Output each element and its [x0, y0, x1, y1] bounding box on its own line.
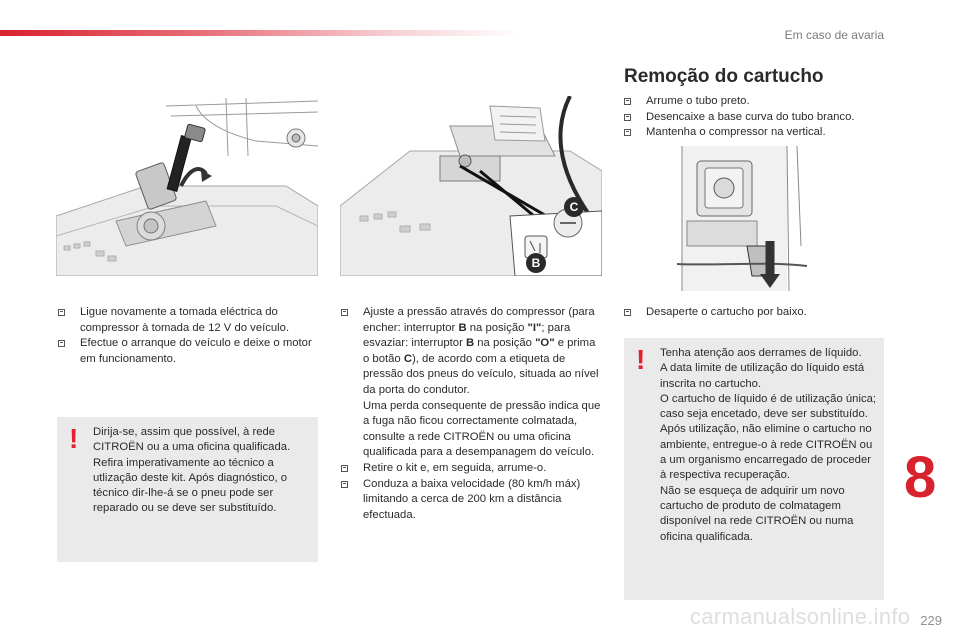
square-bullet-icon: [624, 114, 631, 121]
page-number: 229: [920, 613, 942, 628]
square-bullet-icon: [624, 98, 631, 105]
col2-steps-list: [341, 305, 603, 523]
square-bullet-icon: [341, 481, 348, 488]
list-item: Arrume o tubo preto.: [624, 94, 894, 110]
removal-heading: Remoção do cartucho: [624, 66, 824, 87]
list-item: Ajuste a pressão através do compressor (para encher: interruptor B na posição "I"; para esvaziar: interruptor B na posição "O" e prima o botão C), de acordo com a etiqueta de pressão dos pneus do veículo, situada ao nível da porta do condutor. Uma perda consequente de pressão indica que a fuga não ficou correctamente colmatada, consulte a rede CITROËN ou uma oficina qualificada para a desempanagem do veículo.: [341, 305, 603, 461]
square-bullet-icon: [58, 340, 65, 347]
callout-c-label: C: [564, 197, 584, 217]
col3-steps-list: [624, 305, 894, 321]
illustration-pressure-adjust: [340, 96, 602, 276]
callout-b-label: B: [526, 253, 546, 273]
list-item: Retire o kit e, em seguida, arrume-o.: [341, 461, 603, 477]
square-bullet-icon: [624, 309, 631, 316]
warning-note-dealer: [57, 417, 318, 562]
square-bullet-icon: [341, 465, 348, 472]
section-title: Em caso de avaria: [784, 28, 884, 42]
list-item: Desencaixe a base curva do tubo branco.: [624, 110, 894, 126]
exclamation-icon: !: [636, 344, 646, 375]
list-item: Conduza a baixa velocidade (80 km/h máx) limitando a cerca de 200 km a distância efectuada.: [341, 477, 603, 524]
list-item: Desaperte o cartucho por baixo.: [624, 305, 894, 321]
removal-steps-list: [624, 94, 894, 141]
exclamation-icon: !: [69, 423, 79, 454]
list-item: Efectue o arranque do veículo e deixe o motor em funcionamento.: [58, 336, 316, 367]
square-bullet-icon: [624, 129, 631, 136]
chapter-number: 8: [904, 445, 937, 510]
header-accent-bar: [0, 30, 520, 36]
list-item: Mantenha o compressor na vertical.: [624, 125, 894, 141]
warning-note-text: Tenha atenção aos derrames de líquido. A data limite de utilização do líquido está inscrita no cartucho. O cartucho de líquido é de utilização única; caso seja encetado, deve ser substituído. Após utilização, não elimine o cartucho no ambiente, entregue-o à rede CITROËN ou a um organismo encarregado de proceder à respectiva recuperação. Não se esqueça de adquirir um novo cartucho de produto de colmatagem disponível na rede CITROËN ou numa oficina qualificada.: [660, 347, 877, 543]
square-bullet-icon: [58, 309, 65, 316]
warning-note-text: Dirija-se, assim que possível, à rede CITROËN ou a uma oficina qualificada. Refira imperativamente ao técnico a utlização deste kit. Após diagnóstico, o técnico dir-lhe-á se o pneu pode ser reparado ou se deve ser substituído.: [93, 426, 291, 515]
square-bullet-icon: [341, 309, 348, 316]
list-item: Ligue novamente a tomada eléctrica do compressor à tomada de 12 V do veículo.: [58, 305, 316, 336]
illustration-plug-in-compressor: [56, 96, 318, 276]
col1-steps-list: [58, 305, 316, 367]
illustration-cartridge-removal: [677, 146, 807, 291]
warning-note-cartridge: [624, 338, 884, 600]
watermark-text: carmanualsonline.info: [690, 604, 911, 629]
